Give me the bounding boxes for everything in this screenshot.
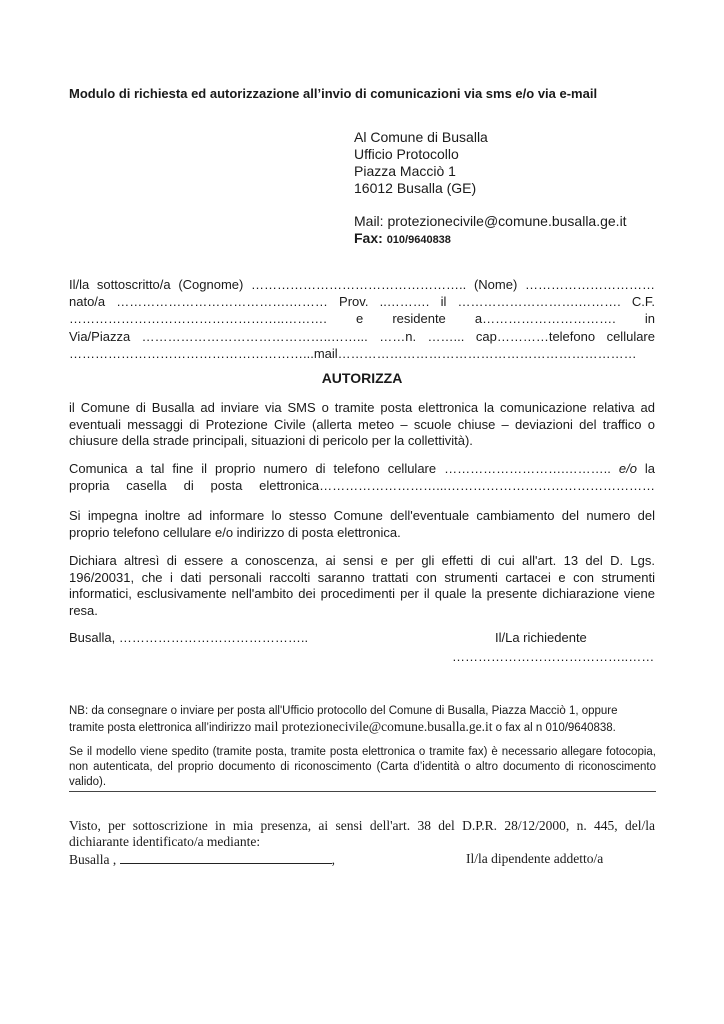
communicate-paragraph bbox=[69, 461, 655, 494]
declarant-line-3: …………………………………………..………. e residente a…………………………. in bbox=[69, 311, 655, 327]
declarant-fields bbox=[69, 276, 655, 362]
recipient-block bbox=[354, 129, 488, 197]
delivery-note bbox=[69, 704, 656, 736]
declarant-line-2: nato/a ………………………………….……… Prov. ..………. il ……………………….………. C.F. bbox=[69, 294, 655, 310]
authorize-heading: AUTORIZZA bbox=[321, 370, 403, 386]
communicate-line-1: Comunica a tal fine il proprio numero di telefono cellulare ……………………….……….. e/o la bbox=[69, 461, 656, 476]
recipient-line-3: Piazza Macciò 1 bbox=[354, 163, 456, 179]
authorize-paragraph: il Comune di Busalla ad inviare via SMS o tramite posta elettronica la comunicazione relativa ad eventuali messaggi di Protezione Civile (allerta meteo – scuole chiuse – deviazioni del traffico o chiusure della strade principali, situazioni di pericolo per la collettività). bbox=[69, 400, 655, 448]
communicate-line-2: propria casella di posta elettronica………………………...………………………………………… bbox=[69, 477, 655, 493]
recipient-line-2: Ufficio Protocollo bbox=[354, 146, 459, 162]
recipient-line-1: Al Comune di Busalla bbox=[354, 129, 488, 145]
place-date-field: Busalla, …………………………………….. bbox=[69, 630, 309, 645]
official-verification-text: Visto, per sottoscrizione in mia presenza, ai sensi dell'art. 38 del D.P.R. 28/12/2000, n. 445, del/la dichiarante identificato/a mediante: bbox=[69, 818, 655, 849]
official-place-field: Busalla , , bbox=[69, 852, 335, 867]
section-divider bbox=[69, 791, 656, 792]
attachment-note: Se il modello viene spedito (tramite posta, tramite posta elettronica o tramite fax) è necessario allegare fotocopia, non autenticata, del proprio documento di riconoscimento (Carta d’identità o altro documento di riconoscimento valido). bbox=[69, 746, 656, 788]
declaration-paragraph: Dichiara altresì di essere a conoscenza, ai sensi e per gli effetti di cui all'art. 13 del D. Lgs. 196/20031, che i dati personali raccolti saranno trattati con strumenti cartacei e con strumenti informatici, esclusivamente nell'ambito dei procedimenti per il quale la presente dichiarazione viene resa. bbox=[69, 553, 655, 618]
fax-number: 010/9640838 bbox=[386, 234, 451, 246]
declarant-line-4: Via/Piazza ……………………………………..……... ……n. ……... cap…………telefono cellulare bbox=[69, 328, 655, 344]
signer-label: Il/La richiedente bbox=[495, 630, 587, 645]
commitment-paragraph: Si impegna inoltre ad informare lo stesso Comune dell'eventuale cambiamento del numero del proprio telefono cellulare e/o indirizzo di posta elettronica. bbox=[69, 508, 655, 540]
recipient-contacts bbox=[354, 213, 627, 249]
form-title: Modulo di richiesta ed autorizzazione all’invio di comunicazioni via sms e/o via e-mail bbox=[69, 86, 598, 101]
recipient-mail: Mail: protezionecivile@comune.busalla.ge.it bbox=[354, 213, 627, 229]
official-date-blank bbox=[120, 851, 332, 864]
note-line-2: tramite posta elettronica all’indirizzo mail protezionecivile@comune.busalla.ge.it o fax al n 010/9640838. bbox=[69, 719, 616, 734]
declarant-line-5: ………………………………………………...mail…………………………………………………………… bbox=[69, 345, 637, 361]
signer-signature-line: …………………………………..…… bbox=[452, 649, 655, 664]
declarant-line-1: Il/la sottoscritto/a (Cognome) ………………………………………….. (Nome) ………………………… bbox=[69, 277, 655, 292]
note-line-1: NB: da consegnare o inviare per posta all'Ufficio protocollo del Comune di Busalla, Piazza Macciò 1, oppure bbox=[69, 705, 618, 717]
recipient-line-4: 16012 Busalla (GE) bbox=[354, 180, 477, 196]
fax-label: Fax: bbox=[354, 230, 383, 246]
employee-label: Il/la dipendente addetto/a bbox=[466, 851, 604, 866]
